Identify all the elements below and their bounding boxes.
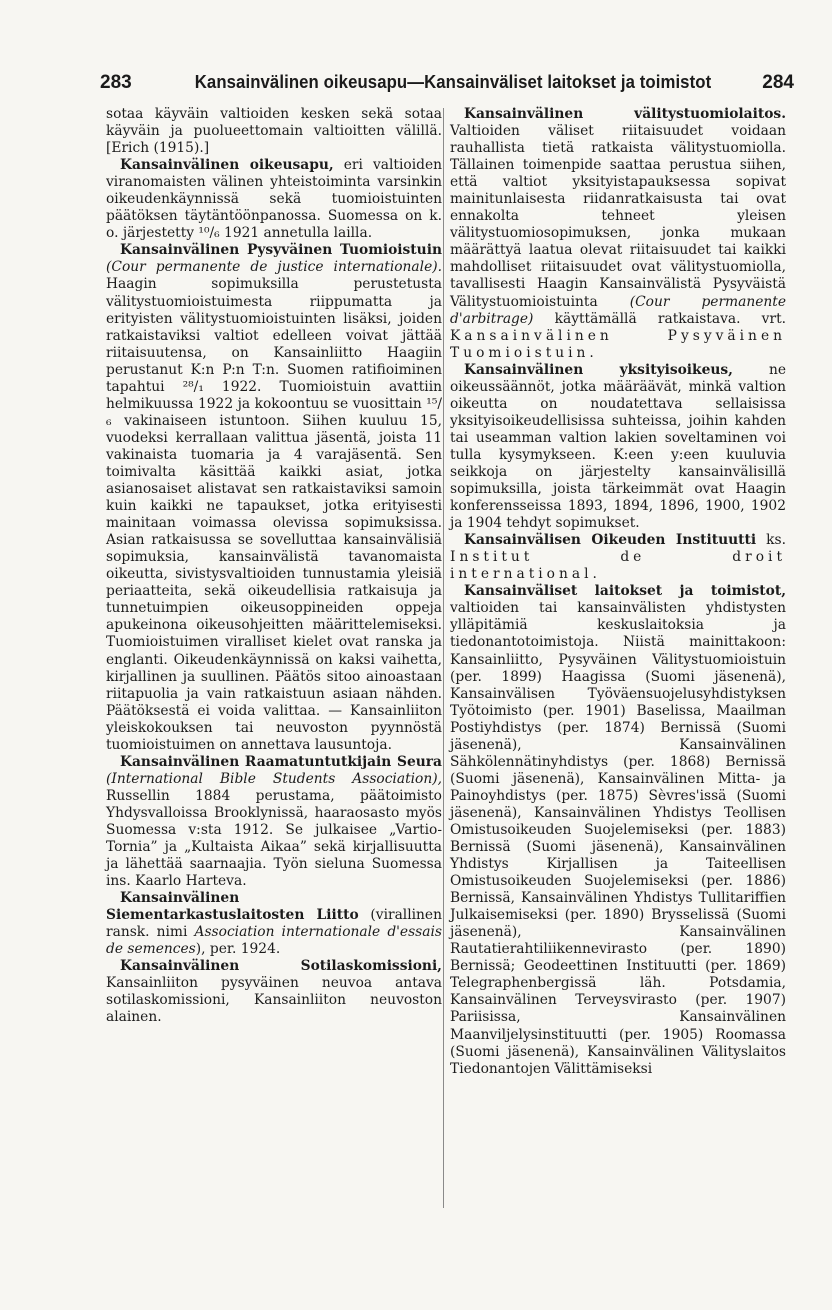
entry-term: Kansainvälisen Oikeuden Instituutti xyxy=(464,532,757,549)
entry-term: Kansainvälinen Siementarkastuslaitosten Liitto xyxy=(106,890,359,924)
entry-term: Kansainvälinen yksityisoikeus, xyxy=(464,361,733,378)
entry-oikeuden-instituutti: Kansainvälisen Oikeuden Instituutti ks. Institut de droit international. xyxy=(450,532,786,583)
entry-yksityisoikeus: Kansainvälinen yksityisoikeus, ne oikeussäännöt, jotka määräävät, minkä valtion oikeutta on noudatettava sellaisissa yksityisoikeudellisissa suhteissa, joihin kahden tai useamman valtion lakien soveltaminen voi tulla kysymykseen. K:een y:een kuuluvia seikkoja on järjestelty kansainvälisillä sopimuksilla, joista tärkeimmät ovat Haagin konferensseissa 1893, 1894, 1896, 1900, 1902 ja 1904 tehdyt sopimukset. xyxy=(450,361,787,532)
continuation-paragraph: sotaa käyväin valtioiden kesken sekä sotaa käyväin ja puolueettomain valtioitten välillä. [Erich (1915).] xyxy=(106,106,442,157)
entry-pysyvainen-tuomioistuin: Kansainvälinen Pysyväinen Tuomioistuin (Cour permanente de justice internationale). Haagin sopimuksilla perustetusta välitystuomioistuimesta riippumatta ja erityisten välitystuomioistuinten lisäksi, joiden ratkaistaviksi valtiot edelleen voivat jättää riitaisuutensa, on Kansainliitto Haagiin perustanut K:n P:n T:n. Suomen ratifioiminen tapahtui ²⁸/₁ 1922. Tuomioistuin avattiin helmikuussa 1922 ja kokoontuu se vuosittain ¹⁵/₆ vakinaiseen istuntoon. Siihen kuuluu 15, vuodeksi kerrallaan valittua jäsentä, joista 11 vakinaista tuomaria ja 4 varajäsentä. Sen toimivalta käsittää kaikki asiat, jotka asianosaiset alistavat sen ratkaistaviksi samoin kuin kaikki ne tapaukset, jotka erityisesti mainitaan voimassa olevissa sopimuksissa. Asian ratkaisussa se sovelluttaa kansainvälisiä sopimuksia, kansainvälistä tavanomaista oikeutta, sivistysvaltioiden tunnustamia yleisiä periaatteita, sekä oikeudellisia ratkaisuja ja tunnetuimpien oikeusoppineiden oppeja apukeinona oikeusohjeitten määrittelemiseksi. Tuomioistuimen viralliset kielet ovat ranska ja englanti. Oikeudenkäynnissä on kaksi vaihetta, kirjallinen ja suullinen. Päätös sitoo ainoastaan riitapuolia ja vain ratkaistuun asiaan nähden. Päätöksestä ei voida valittaa. — Kansainliiton yleiskokouksen tai neuvoston pyynnöstä tuomioistuimen on annettava lausuntoja. xyxy=(106,242,442,753)
entry-sotilaskomissioni: Kansainvälinen Sotilaskomissioni, Kansainliiton pysyväinen neuvoa antava sotilaskomissioni, Kansainliiton neuvoston alainen. xyxy=(106,958,442,1026)
entry-laitokset-ja-toimistot: Kansainväliset laitokset ja toimistot, valtioiden tai kansainvälisten yhdistysten ylläpitämiä keskuslaitoksia ja tiedonantotoimistoja. Niistä mainittakoon: Kansainliitto, Pysyväinen Välitystuomioistuin (per. 1899) Haagissa (Suomi jäsenenä), Kansainvälisen Työväensuojelusyhdistyksen Työtoimisto (per. 1901) Baselissa, Maailman Postiyhdistys (per. 1874) Bernissä (Suomi jäsenenä), Kansainvälinen Sähkölennätinyhdistys (per. 1868) Bernissä (Suomi jäsenenä), Kansainvälinen Mitta- ja Painoyhdistys (per. 1875) Sèvres'issä (Suomi jäsenenä), Kansainvälinen Yhdistys Teollisen Omistusoikeuden Suojelemiseksi (per. 1883) Bernissä (Suomi jäsenenä), Kansainvälinen Yhdistys Kirjallisen ja Taiteellisen Omistusoikeuden Suojelemiseksi (per. 1886) Bernissä, Kansainvälinen Yhdistys Tullitariffien Julkaisemiseksi (per. 1890) Brysselissä (Suomi jäsenenä), Kansainvälinen Rautatierahtiliikennevirasto (per. 1890) Bernissä; Geodeettinen Instituutti (per. 1869) Telegraphenbergissä läh. Potsdamia, Kansainvälinen Terveysvirasto (per. 1907) Pariisissa, Kansainvälinen Maanviljelysinstituutti (per. 1905) Roomassa (Suomi jäsenenä), Kansainvälinen Välityslaitos Tiedonantojen Välittämiseksi xyxy=(450,583,786,1077)
entry-term: Kansainväliset laitokset ja toimistot, xyxy=(464,583,786,600)
page-number-right: 284 xyxy=(762,72,794,93)
entry-valitystuomiolaitos: Kansainvälinen välitystuomiolaitos. Valtioiden väliset riitaisuudet voidaan rauhallista tietä ratkaista välitystuomiolla. Tällainen toimenpide saattaa perustua siihen, että valtiot yksityistapauksessa sopivat mainitunlaisesta riidanratkaisusta tai ovat ennakolta tehneet yleisen välitystuomiosopimuksen, jonka mukaan määrättyä laatua olevat riitaisuudet tai kaikki mahdolliset riitaisuudet ovat välitystuomiolla, tavallisesti Haagin Kansainvälistä Pysyväistä Välitystuomioistuinta (Cour permanente d'arbitrage) käyttämällä ratkaistava. vrt. Kansainvälinen Pysyväinen Tuomioistuin. xyxy=(450,106,786,361)
entry-term: Kansainvälinen Sotilaskomissioni, xyxy=(120,958,442,975)
entry-term: Kansainvälinen oikeusapu, xyxy=(120,157,334,174)
page-number-left: 283 xyxy=(100,72,132,93)
right-column xyxy=(450,106,786,1078)
entry-siementarkastuslaitosten-liitto: Kansainvälinen Siementarkastuslaitosten Liitto (virallinen ransk. nimi Association internationale d'essais de semences), per. 1924. xyxy=(106,890,442,958)
page-header xyxy=(100,72,794,100)
left-column xyxy=(106,106,442,1027)
entry-term: Kansainvälinen Pysyväinen Tuomioistuin xyxy=(120,242,442,259)
column-divider xyxy=(443,108,444,1208)
entry-term: Kansainvälinen Raamatuntutkijain Seura xyxy=(120,753,442,770)
running-title: Kansainvälinen oikeusapu—Kansainväliset laitokset ja toimistot xyxy=(194,72,712,92)
entry-kansainvalinen-oikeusapu: Kansainvälinen oikeusapu, eri valtioiden viranomaisten välinen yhteistoiminta varsinkin oikeudenkäynnissä sekä tuomioistuinten päätöksen täytäntöönpanossa. Suomessa on k. o. järjestetty ¹⁰/₆ 1921 annetulla lailla. xyxy=(106,157,442,242)
entry-term: Kansainvälinen välitystuomiolaitos. xyxy=(464,106,786,122)
entry-raamatuntutkijain-seura: Kansainvälinen Raamatuntutkijain Seura (International Bible Students Association), Russellin 1884 perustama, päätoimisto Yhdysvalloissa Brooklynissä, haaraosasto myös Suomessa v:sta 1912. Se julkaisee „Vartio-Tornia” ja „Kultaista Aikaa” sekä kirjallisuutta ja lähettää saarnaajia. Työn sieluna Suomessa ins. Kaarlo Harteva. xyxy=(106,753,442,890)
